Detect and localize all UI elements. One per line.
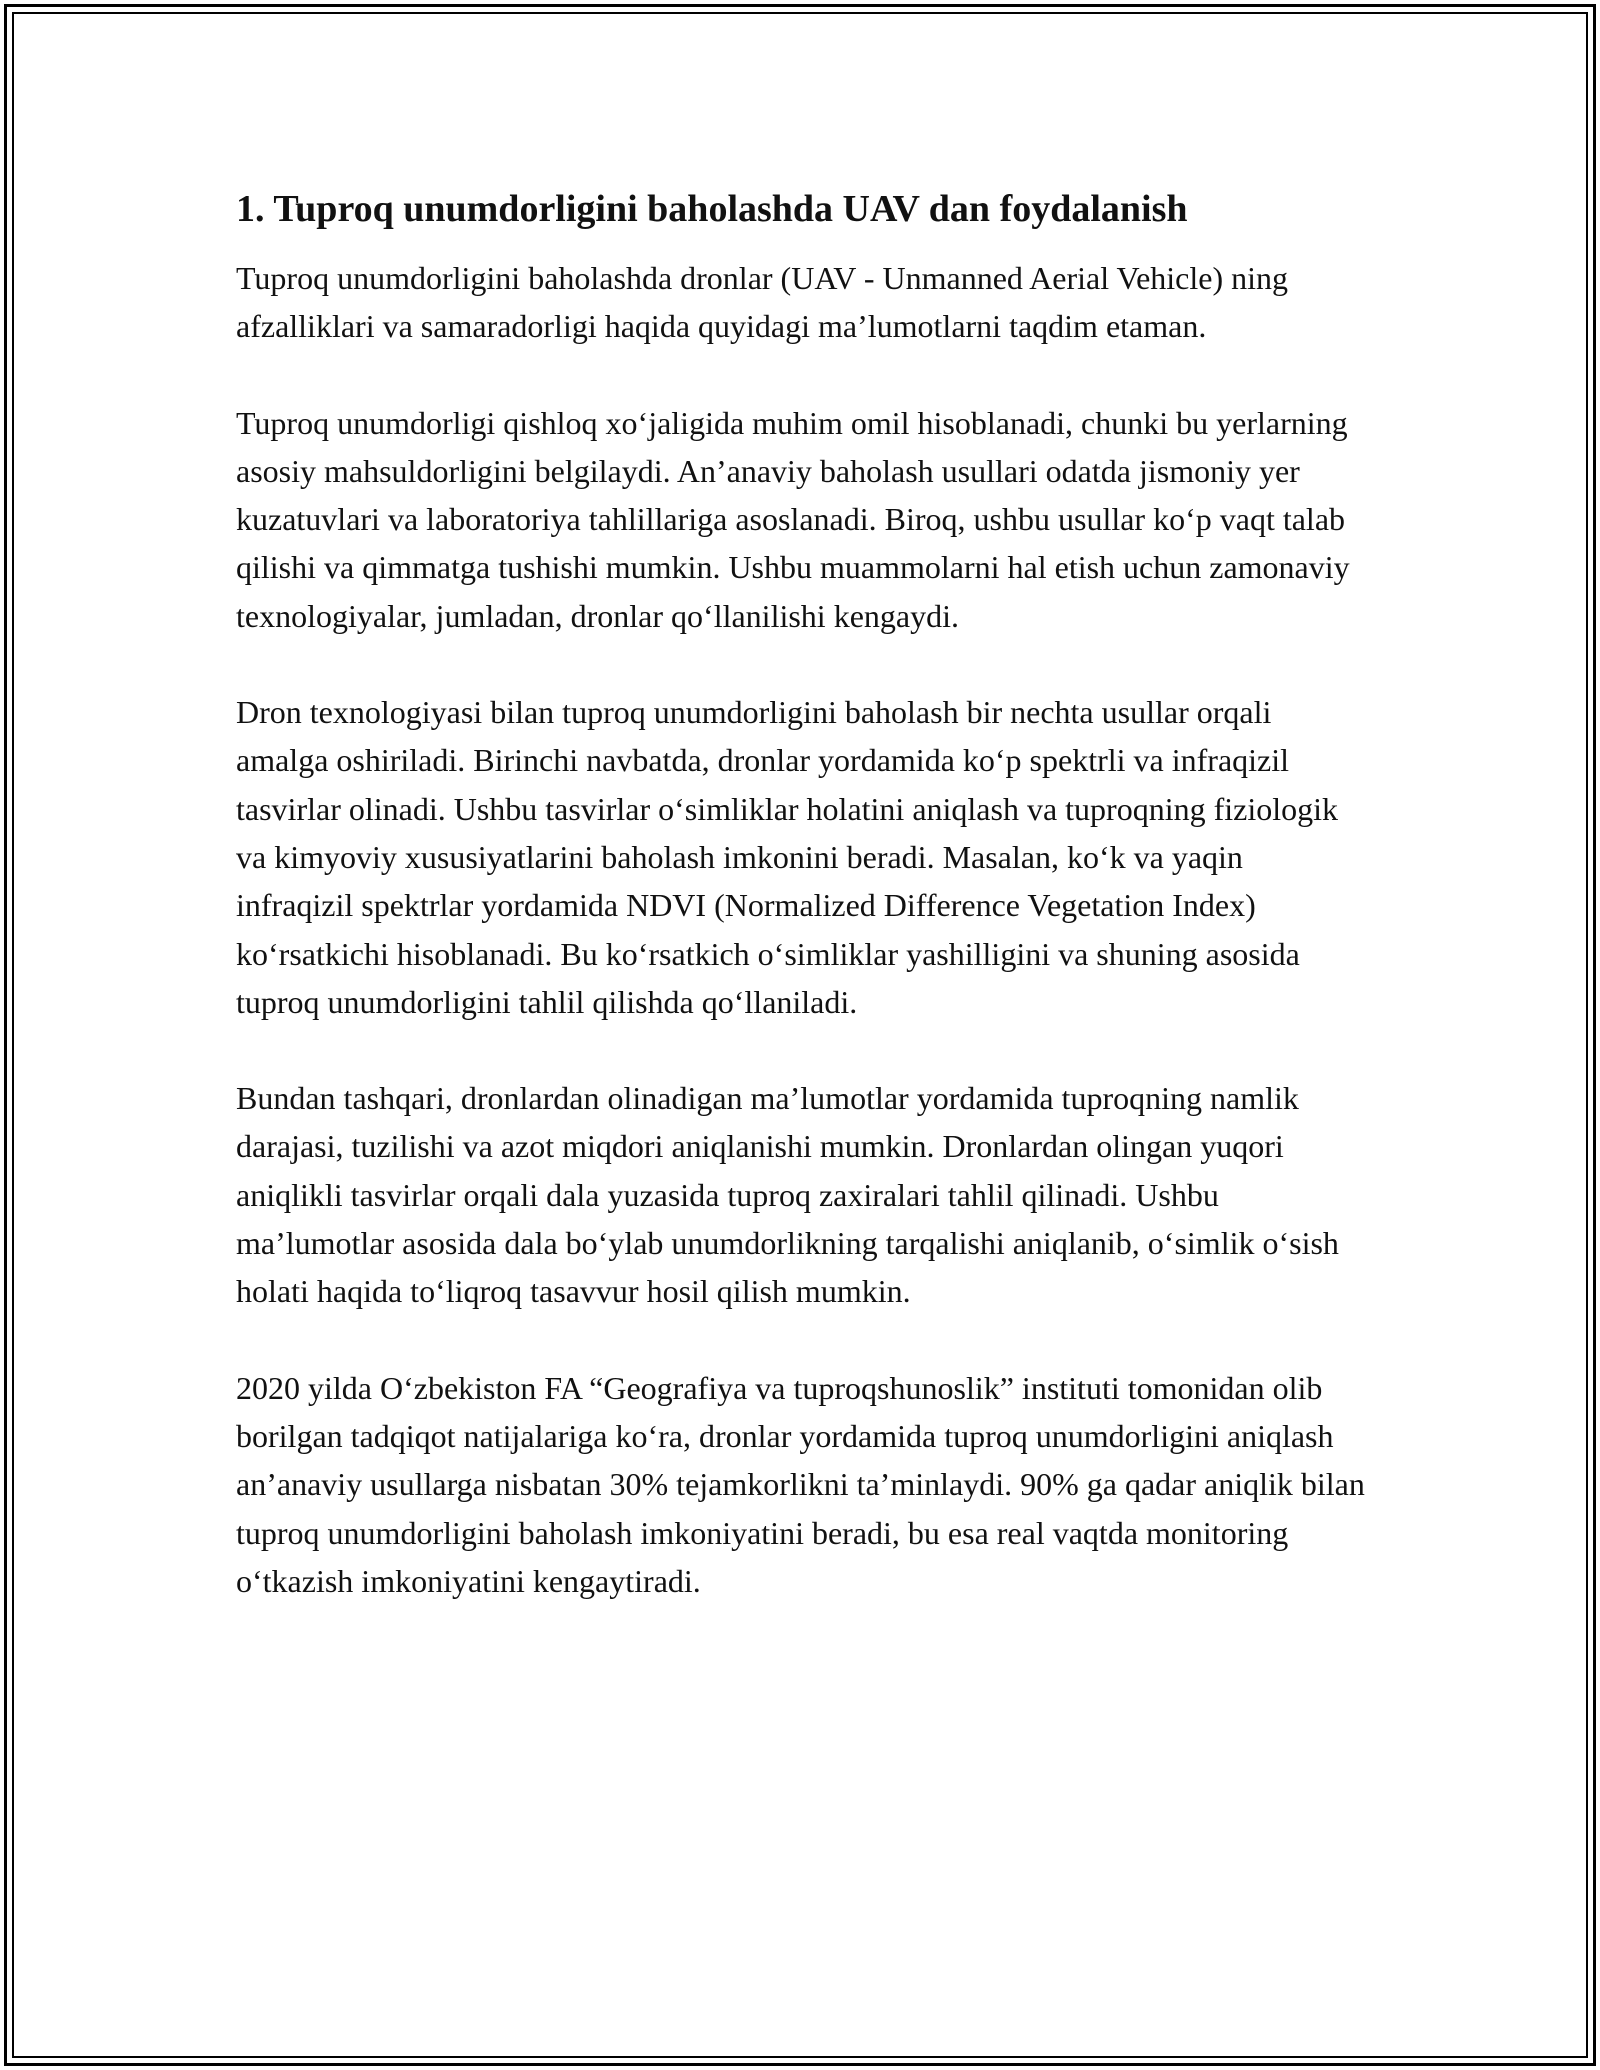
paragraph-drone-methods: Dron texnologiyasi bilan tuproq unumdorligini baholash bir nechta usullar orqali amalga oshiriladi. Birinchi navbatda, dronlar yordamida ko‘p spektrli va infraqizil tasvirlar olinadi. Ushbu tasvirlar o‘simliklar holatini aniqlash va tuproqning fiziologik va kimyoviy xususiyatlarini baholash imkonini beradi. Masalan, ko‘k va yaqin infraqizil spektrlar yordamida NDVI (Normalized Difference Vegetation Index) ko‘rsatkichi hisoblanadi. Bu ko‘rsatkich o‘simliklar yashilligini va shuning asosida tuproq unumdorligini tahlil qilishda qo‘llaniladi. — [236, 694, 1339, 1020]
paragraph-drone-data: Bundan tashqari, dronlardan olinadigan ma’lumotlar yordamida tuproqning namlik darajasi, tuzilishi va azot miqdori aniqlanishi mumkin. Dronlardan olingan yuqori aniqlikli tasvirlar orqali dala yuzasida tuproq zaxiralari tahlil qilinadi. Ushbu ma’lumotlar asosida dala bo‘ylab unumdorlikning tarqalishi aniqlanib, o‘simlik o‘sish holati haqida to‘liqroq tasavvur hosil qilish mumkin. — [236, 1080, 1339, 1310]
document-body — [236, 186, 1366, 1653]
section-heading: 1. Tuproq unumdorligini baholashda UAV dan foydalanish — [236, 188, 1188, 230]
paragraph-intro: Tuproq unumdorligini baholashda dronlar (UAV - Unmanned Aerial Vehicle) ning afzalliklari va samaradorligi haqida quyidagi ma’lumotlarni taqdim etaman. — [236, 260, 1288, 345]
paragraph-research-results: 2020 yilda O‘zbekiston FA “Geografiya va tuproqshunoslik” instituti tomonidan olib borilgan tadqiqot natijalariga ko‘ra, dronlar yordamida tuproq unumdorligini aniqlash an’anaviy usullarga nisbatan 30% tejamkorlikni ta’minlaydi. 90% ga qadar aniqlik bilan tuproq unumdorligini baholash imkoniyatini beradi, bu esa real vaqtda monitoring o‘tkazish imkoniyatini kengaytiradi. — [236, 1369, 1365, 1599]
paragraph-soil-fertility: Tuproq unumdorligi qishloq xo‘jaligida muhim omil hisoblanadi, chunki bu yerlarning asosiy mahsuldorligini belgilaydi. An’anaviy baholash usullari odatda jismoniy yer kuzatuvlari va laboratoriya tahlillariga asoslanadi. Biroq, ushbu usullar ko‘p vaqt talab qilishi va qimmatga tushishi mumkin. Ushbu muammolarni hal etish uchun zamonaviy texnologiyalar, jumladan, dronlar qo‘llanilishi kengaydi. — [236, 404, 1350, 634]
